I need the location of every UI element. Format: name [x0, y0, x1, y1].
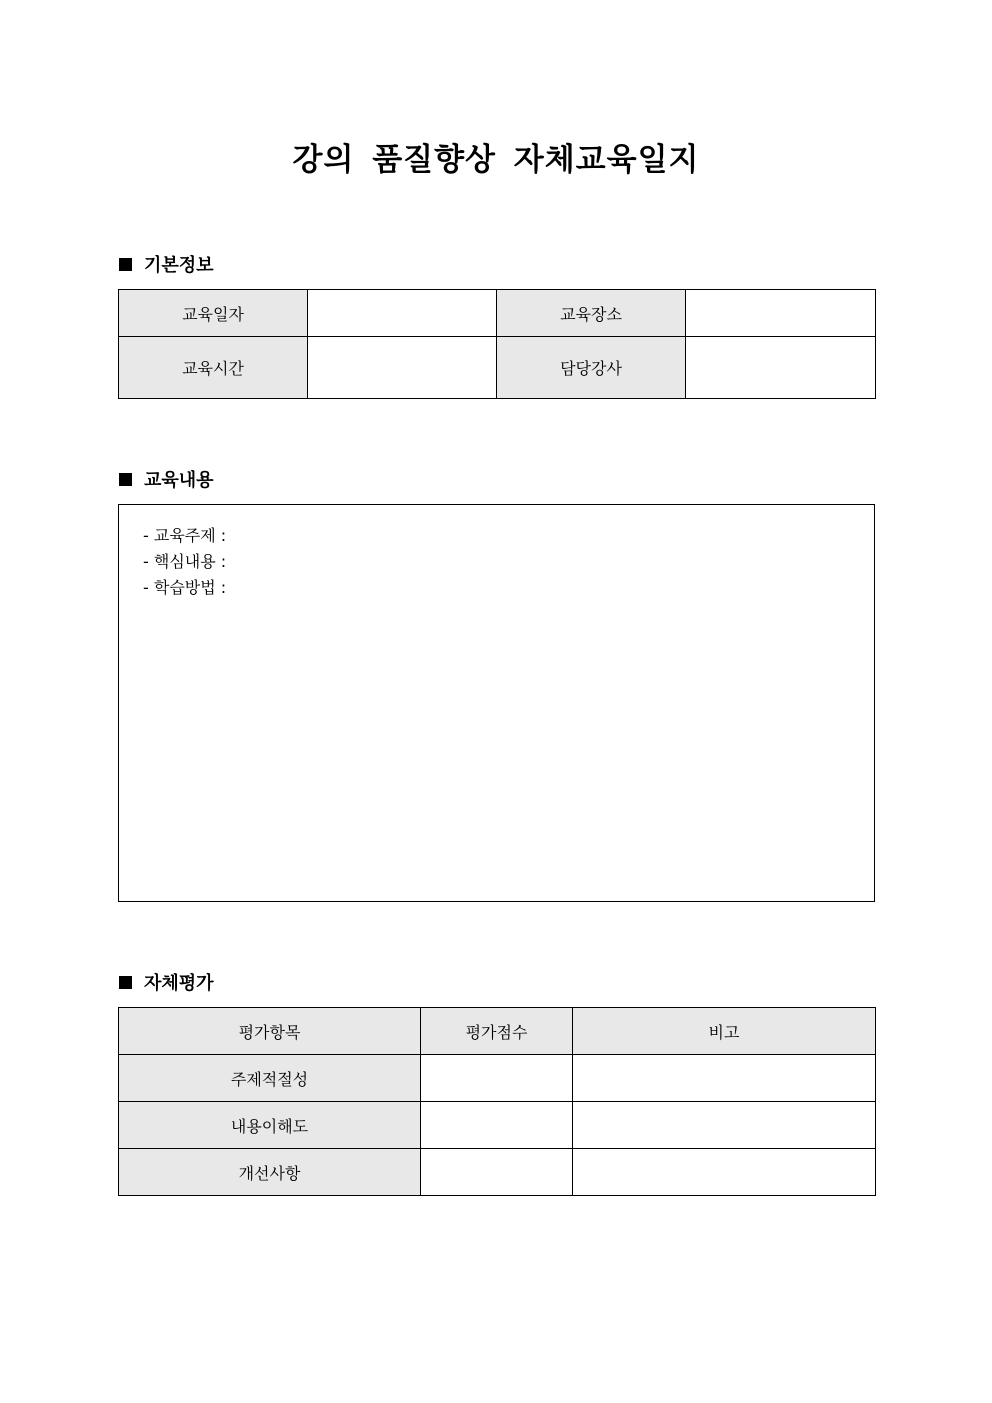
header-note: 비고 — [573, 1008, 876, 1055]
table-row — [119, 1102, 876, 1149]
eval-score-field[interactable] — [421, 1149, 573, 1196]
eval-item-label: 주제적절성 — [119, 1055, 421, 1102]
field-instructor[interactable] — [686, 337, 876, 399]
section-heading-label: 기본정보 — [144, 255, 214, 276]
section-heading-self-eval — [119, 970, 214, 994]
table-header-row — [119, 1008, 876, 1055]
table-row — [119, 337, 876, 399]
eval-note-field[interactable] — [573, 1149, 876, 1196]
header-eval-score: 평가점수 — [421, 1008, 573, 1055]
field-education-time[interactable] — [308, 337, 497, 399]
label-instructor: 담당강사 — [497, 337, 686, 399]
list-item: - 학습방법 : — [143, 578, 227, 597]
eval-note-field[interactable] — [573, 1102, 876, 1149]
self-eval-table — [118, 1007, 876, 1196]
table-row — [119, 1055, 876, 1102]
label-education-time: 교육시간 — [119, 337, 308, 399]
field-education-date[interactable] — [308, 290, 497, 337]
section-heading-label: 자체평가 — [144, 973, 214, 994]
section-heading-basic-info — [119, 252, 214, 276]
eval-item-label: 내용이해도 — [119, 1102, 421, 1149]
eval-item-label: 개선사항 — [119, 1149, 421, 1196]
square-bullet-icon — [119, 258, 132, 271]
eval-note-field[interactable] — [573, 1055, 876, 1102]
header-eval-item: 평가항목 — [119, 1008, 421, 1055]
education-content-box[interactable] — [118, 504, 875, 902]
table-row — [119, 1149, 876, 1196]
label-education-date: 교육일자 — [119, 290, 308, 337]
basic-info-table — [118, 289, 876, 399]
section-heading-content — [119, 467, 214, 491]
eval-score-field[interactable] — [421, 1055, 573, 1102]
list-item: - 핵심내용 : — [143, 552, 227, 571]
square-bullet-icon — [119, 473, 132, 486]
field-education-place[interactable] — [686, 290, 876, 337]
table-row — [119, 290, 876, 337]
eval-score-field[interactable] — [421, 1102, 573, 1149]
section-heading-label: 교육내용 — [144, 470, 214, 491]
list-item: - 교육주제 : — [143, 526, 227, 545]
document-title: 강의 품질향상 자체교육일지 — [292, 142, 700, 178]
square-bullet-icon — [119, 976, 132, 989]
label-education-place: 교육장소 — [497, 290, 686, 337]
content-item-list — [119, 505, 874, 601]
